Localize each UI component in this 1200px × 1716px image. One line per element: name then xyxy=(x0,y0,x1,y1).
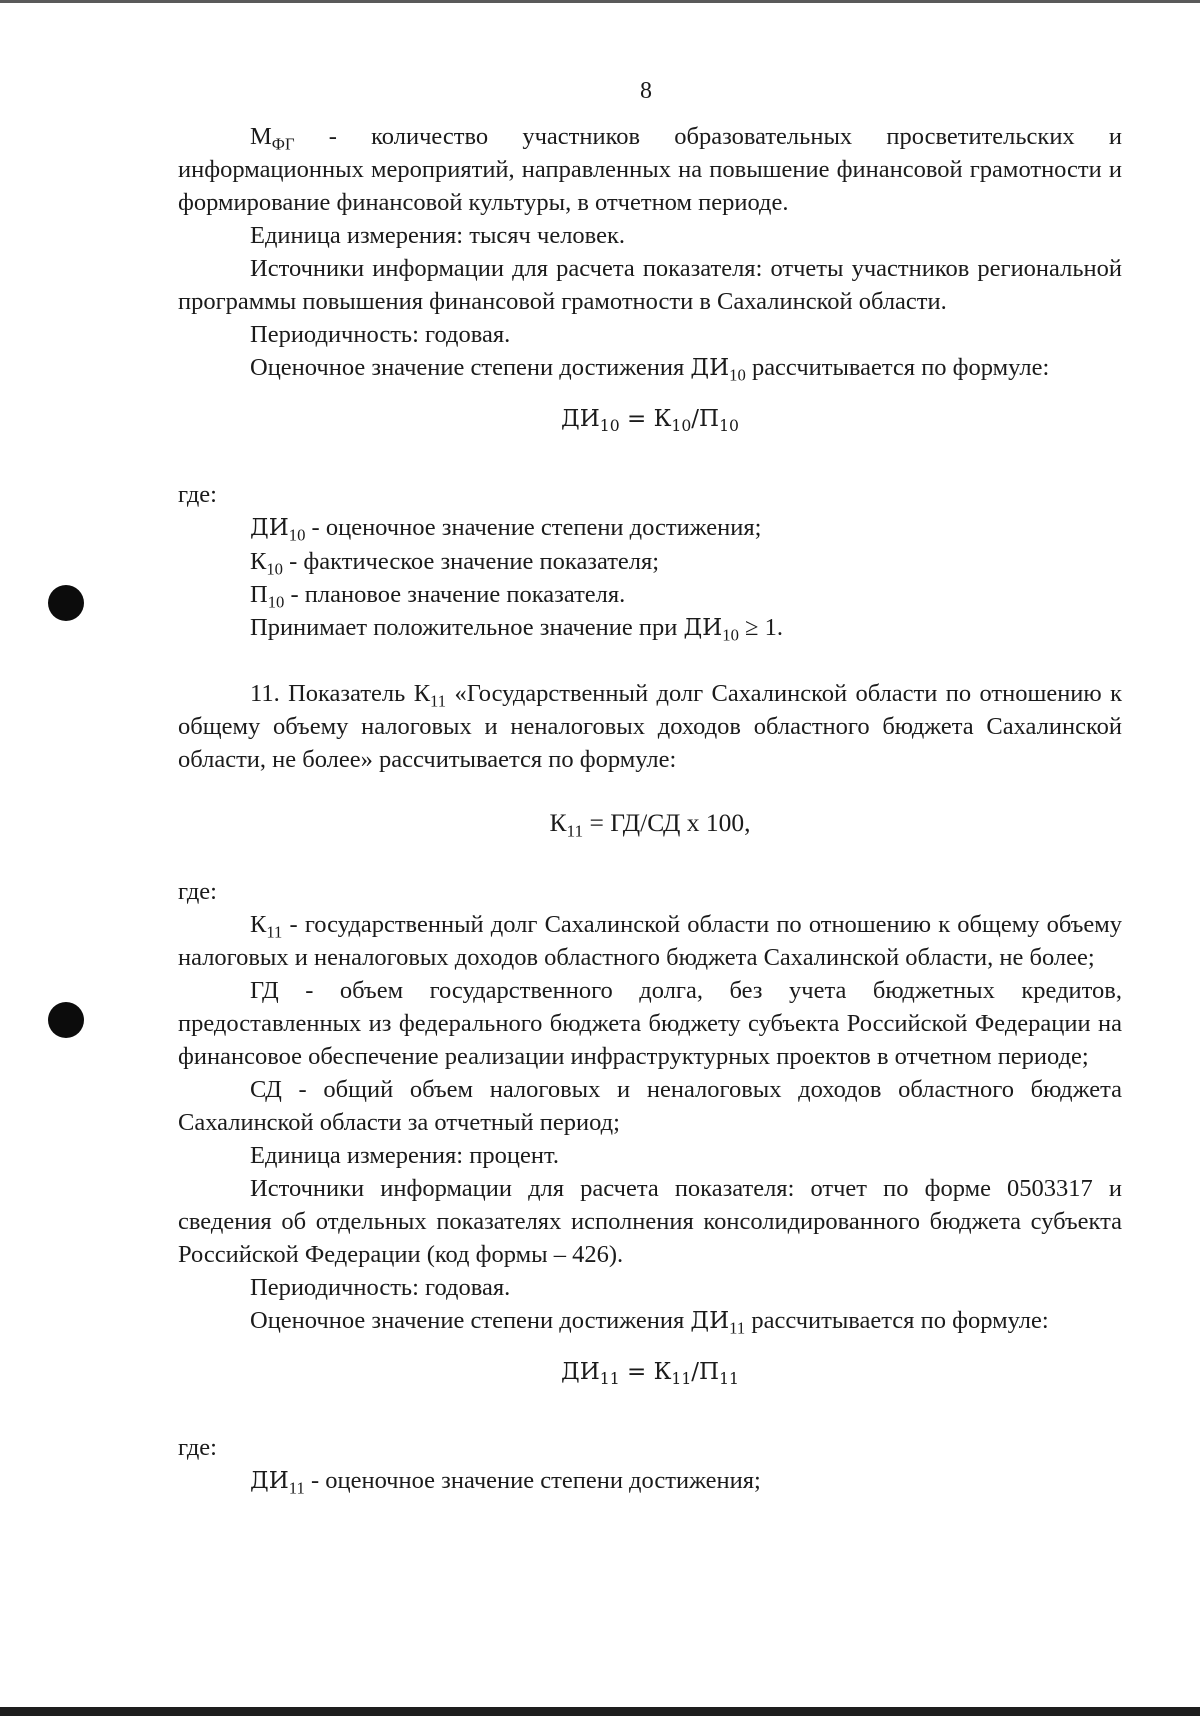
formula-di10 xyxy=(178,403,1122,436)
formula-term: К xyxy=(653,406,672,432)
definition-text: - государственный долг Сахалинской области по отношению к общему объему налоговых и неналоговых доходов областного бюджета Сахалинской области, не более; xyxy=(178,911,1122,971)
formula-subscript: 11 xyxy=(599,1369,620,1388)
formula-slash: / xyxy=(691,1359,700,1385)
definition-text: - оценочное значение степени достижения; xyxy=(304,1467,761,1494)
punch-hole-top xyxy=(48,585,84,621)
paragraph-periodicity: Периодичность: годовая. xyxy=(250,1274,511,1301)
where-label: где: xyxy=(178,481,217,508)
symbol: ДИ xyxy=(250,515,289,541)
scan-bottom-edge xyxy=(0,1707,1200,1716)
symbol-subscript: 11 xyxy=(430,691,447,711)
paragraph-periodicity: Периодичность: годовая. xyxy=(250,321,511,348)
definition-di11 xyxy=(178,1464,1122,1498)
formula-term: П xyxy=(699,406,720,432)
paragraph-sources: Источники информации для расчета показателя: отчеты участников региональной программы повышения финансовой грамотности в Сахалинской области. xyxy=(178,255,1122,315)
text-after: ≥ 1. xyxy=(738,614,783,641)
paragraph-unit: Единица измерения: процент. xyxy=(250,1142,559,1169)
definition-p10 xyxy=(178,578,1122,611)
document-body xyxy=(178,120,1122,1498)
formula-term: ДИ xyxy=(561,1359,600,1385)
symbol-subscript: ФГ xyxy=(271,134,295,154)
formula-subscript: 11 xyxy=(566,821,584,841)
symbol: П xyxy=(250,581,268,608)
text-before: Оценочное значение степени достижения xyxy=(250,1307,691,1334)
definition-k10 xyxy=(178,545,1122,578)
text-before: Принимает положительное значение при xyxy=(250,614,684,641)
formula-equals: = xyxy=(619,406,654,432)
where-label: где: xyxy=(178,1434,217,1461)
text-before: Оценочное значение степени достижения xyxy=(250,354,691,381)
formula-subscript: 11 xyxy=(671,1369,692,1388)
definition-gd: ГД - объем государственного долга, без учета бюджетных кредитов, предоставленных из федерального бюджета бюджету субъекта Российской Федерации на финансовое обеспечение реализации инфраструктурных проектов в отчетном периоде; xyxy=(178,977,1122,1070)
symbol-subscript: 10 xyxy=(729,365,746,385)
punch-hole-bottom xyxy=(48,1002,84,1038)
page-number: 8 xyxy=(640,78,652,104)
symbol: ДИ xyxy=(690,1308,730,1334)
paragraph-estimate-intro xyxy=(178,1304,1122,1338)
symbol-subscript: 10 xyxy=(288,525,306,545)
definition-sd: СД - общий объем налоговых и неналоговых доходов областного бюджета Сахалинской области за отчетный период; xyxy=(178,1076,1122,1136)
where-label: где: xyxy=(178,878,217,905)
symbol: М xyxy=(250,123,272,150)
formula-subscript: 10 xyxy=(671,416,692,435)
text-after: «Государственный долг Сахалинской области по отношению к общему объему налоговых и неналоговых доходов областного бюджета Сахалинской области, не более» рассчитывается по формуле: xyxy=(178,680,1122,773)
scan-top-edge xyxy=(0,0,1200,3)
definition-positive-condition xyxy=(178,611,1122,645)
section-gap xyxy=(178,645,1122,677)
paragraph-indicator-11 xyxy=(178,677,1122,776)
symbol-subscript: 10 xyxy=(722,625,739,645)
definition-text: - фактическое значение показателя; xyxy=(283,548,660,575)
symbol-subscript: 10 xyxy=(266,559,283,579)
paragraph-estimate-intro xyxy=(178,351,1122,385)
symbol: ДИ xyxy=(683,615,723,641)
symbol-subscript: 11 xyxy=(288,1478,305,1498)
formula-term: К xyxy=(653,1359,672,1385)
formula-term: П xyxy=(699,1359,720,1385)
formula-term: К xyxy=(549,808,567,837)
symbol: К xyxy=(250,911,267,938)
paragraph-text: - количество участников образовательных просветительских и информационных мероприятий, направленных на повышение финансовой грамотности и формирование финансовой культуры, в отчетном периоде. xyxy=(178,123,1122,216)
definition-text: - плановое значение показателя. xyxy=(284,581,626,608)
definition-di10 xyxy=(178,511,1122,545)
symbol: ДИ xyxy=(250,1468,289,1494)
formula-subscript: 10 xyxy=(719,416,739,435)
symbol: ДИ xyxy=(690,355,730,381)
paragraph-sources: Источники информации для расчета показателя: отчет по форме 0503317 и сведения об отдельных показателях исполнения консолидированного бюджета субъекта Российской Федерации (код формы – 426). xyxy=(178,1175,1122,1268)
symbol: К xyxy=(250,548,267,575)
symbol-subscript: 11 xyxy=(729,1318,746,1338)
symbol-subscript: 10 xyxy=(267,592,285,612)
formula-equals: = xyxy=(619,1359,654,1385)
text-after: рассчитывается по формуле: xyxy=(745,1307,1049,1334)
formula-slash: / xyxy=(691,406,700,432)
paragraph-unit: Единица измерения: тысяч человек. xyxy=(250,222,626,249)
formula-rest: = ГД/СД х 100, xyxy=(583,808,751,837)
paragraph-mfg-definition xyxy=(178,120,1122,219)
formula-k11 xyxy=(178,806,1122,839)
text-after: рассчитывается по формуле: xyxy=(745,354,1050,381)
definition-k11 xyxy=(178,908,1122,974)
definition-text: - оценочное значение степени достижения; xyxy=(305,514,762,541)
formula-term: ДИ xyxy=(561,406,600,432)
formula-subscript: 10 xyxy=(599,416,620,435)
text-before: 11. Показатель К xyxy=(250,680,431,707)
formula-subscript: 11 xyxy=(719,1369,739,1388)
formula-di11 xyxy=(178,1356,1122,1389)
symbol-subscript: 11 xyxy=(266,922,283,942)
